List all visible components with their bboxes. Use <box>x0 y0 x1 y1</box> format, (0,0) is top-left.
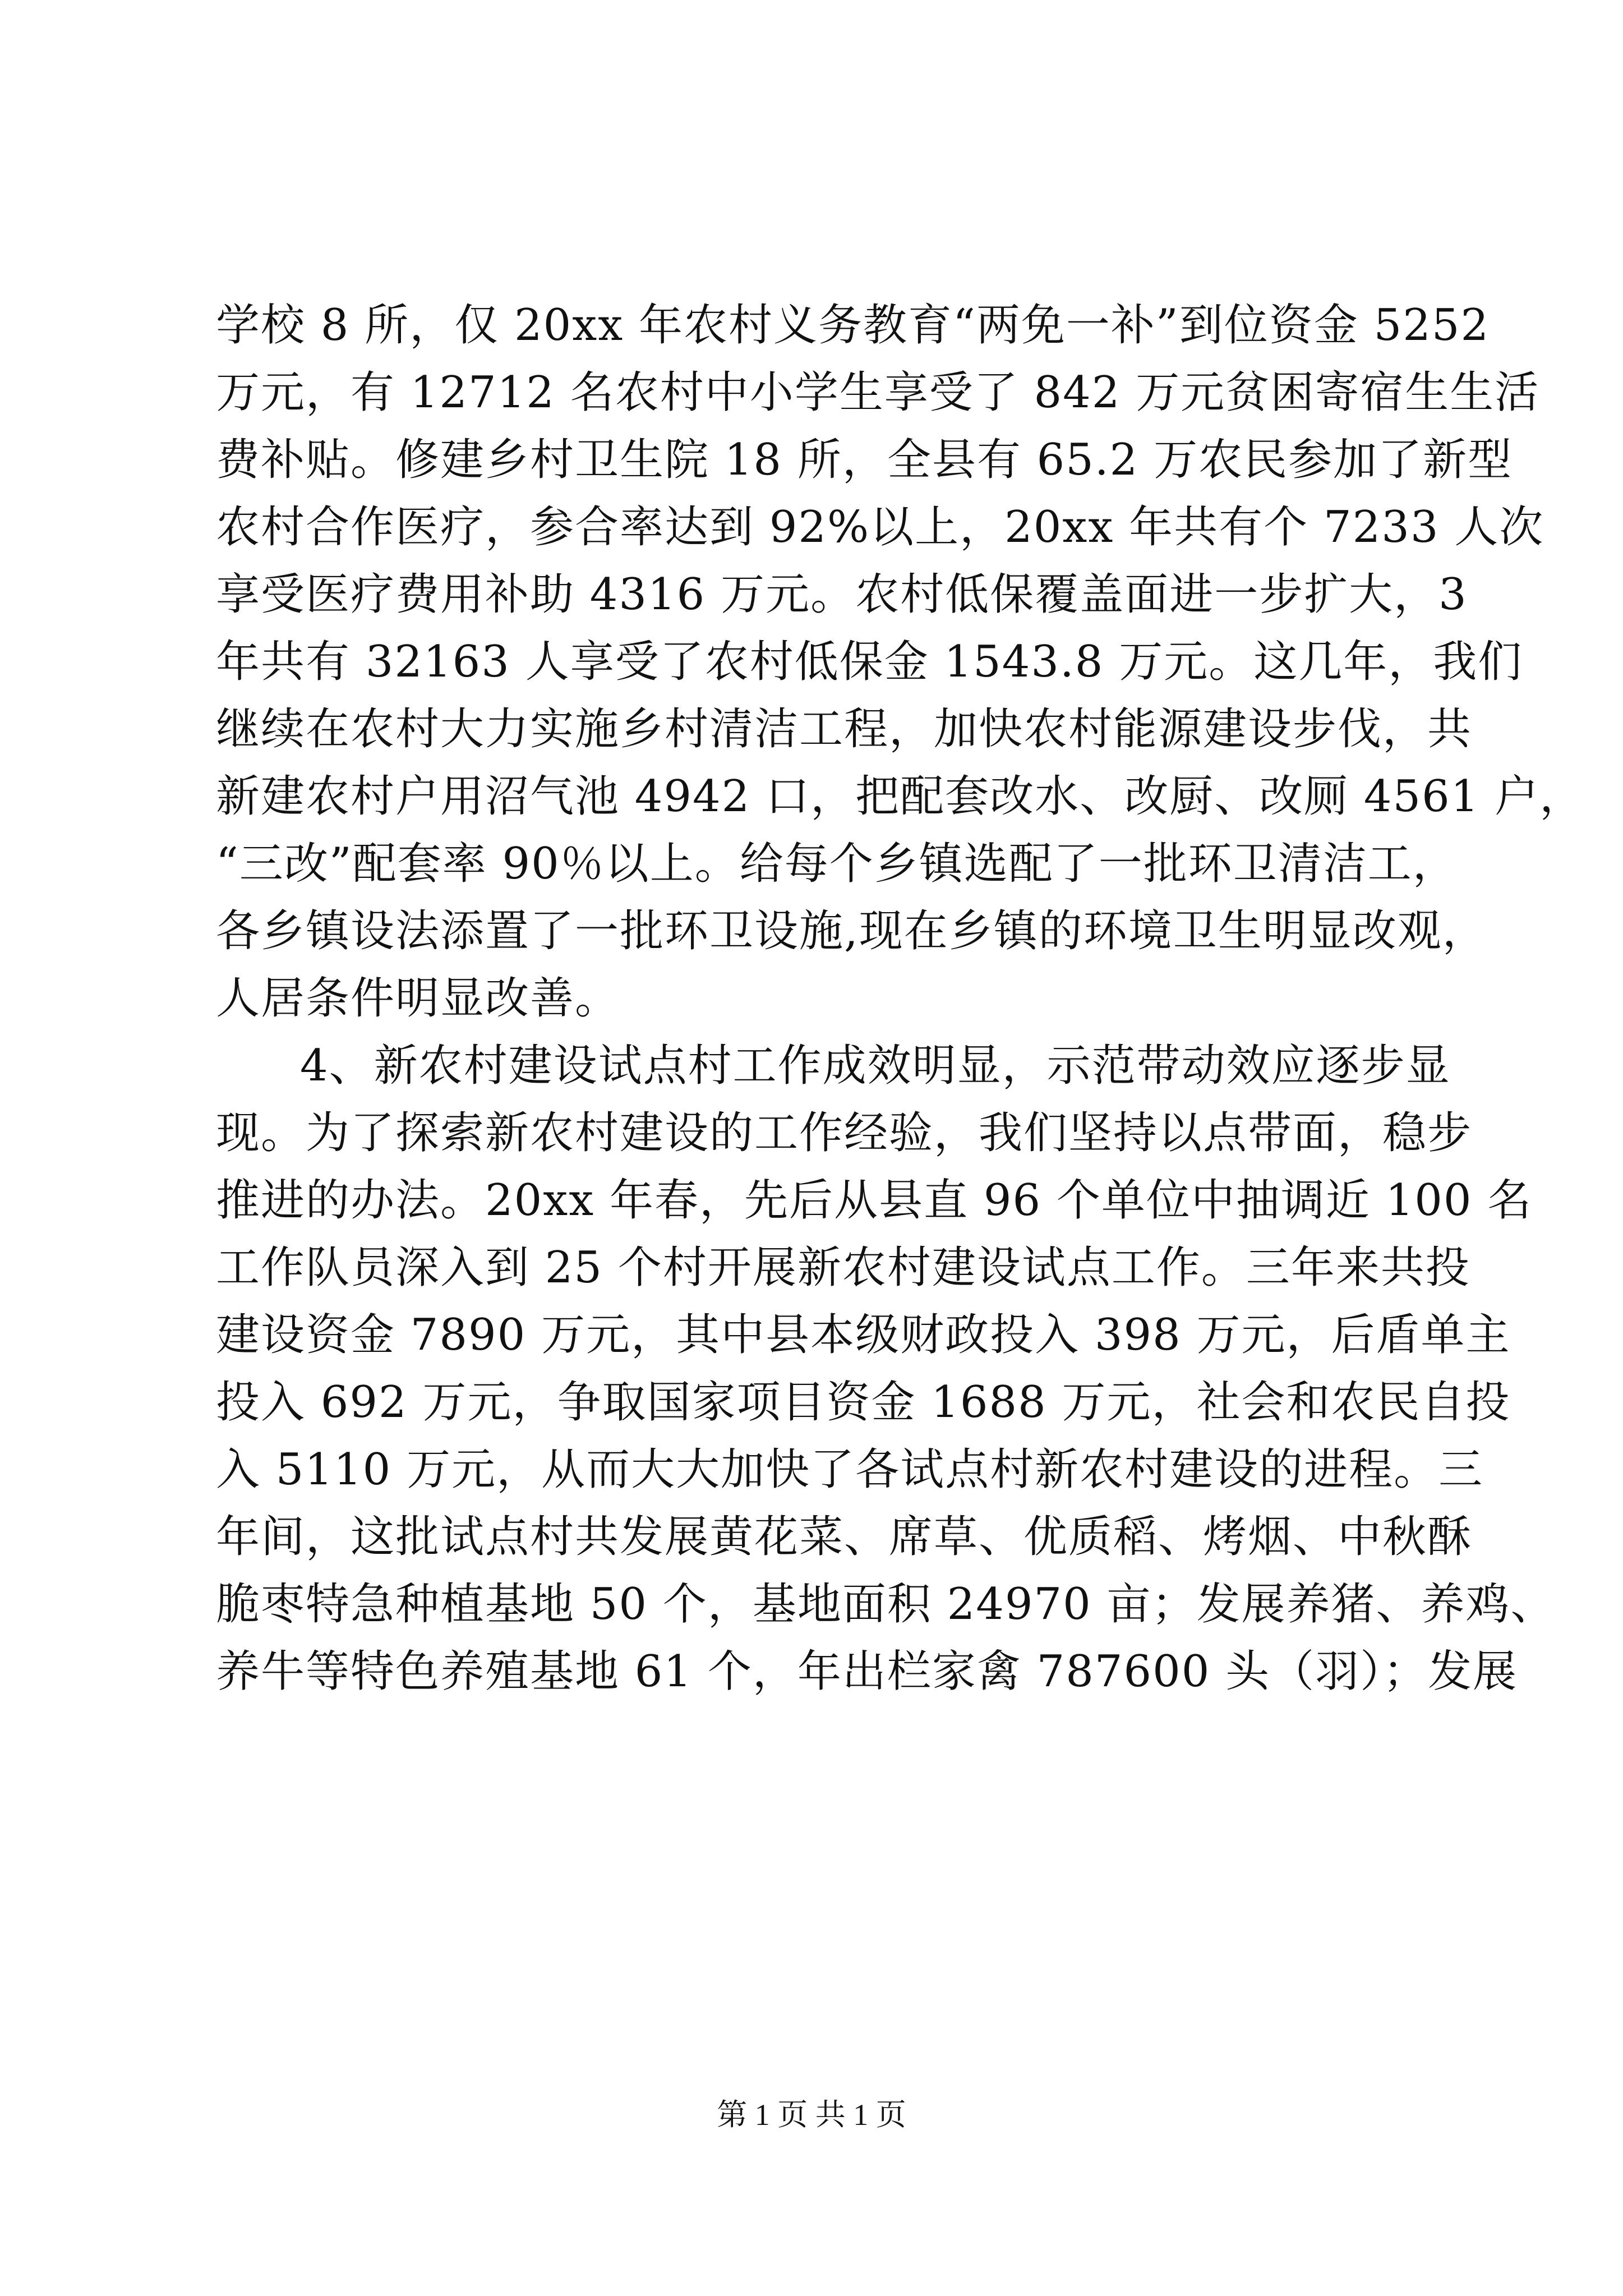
text-line: 年间，这批试点村共发展黄花菜、席草、优质稻、烤烟、中秋酥 <box>216 1512 1473 1562</box>
text-line: 费补贴。修建乡村卫生院 18 所，全县有 65.2 万农民参加了新型 <box>216 435 1513 485</box>
text-line: 入 5110 万元，从而大大加快了各试点村新农村建设的进程。三 <box>216 1444 1484 1495</box>
text-line: 投入 692 万元，争取国家项目资金 1688 万元，社会和农民自投 <box>216 1377 1511 1428</box>
text-line: 建设资金 7890 万元，其中县本级财政投入 398 万元，后盾单主 <box>216 1310 1511 1360</box>
text-line: 养牛等特色养殖基地 61 个，年出栏家禽 787600 头（羽）；发展 <box>216 1646 1518 1697</box>
text-line: 人居条件明显改善。 <box>216 973 620 1024</box>
paragraph-start-line: 4、新农村建设试点村工作成效明显，示范带动效应逐步显 <box>300 1041 1451 1091</box>
text-line: 农村合作医疗，参合率达到 92%以上，20xx 年共有个 7233 人次 <box>216 502 1544 553</box>
text-line: 推进的办法。20xx 年春，先后从县直 96 个单位中抽调近 100 名 <box>216 1175 1533 1226</box>
page-number-footer: 第 1 页 共 1 页 <box>717 2098 906 2132</box>
text-line: “三改”配套率 90％以上。给每个乡镇选配了一批环卫清洁工， <box>216 839 1458 889</box>
text-line: 现。为了探索新农村建设的工作经验，我们坚持以点带面，稳步 <box>216 1108 1473 1158</box>
text-line: 学校 8 所，仅 20xx 年农村义务教育“两免一补”到位资金 5252 <box>216 300 1490 351</box>
text-line: 新建农村户用沼气池 4942 口，把配套改水、改厨、改厕 4561 户， <box>216 771 1585 822</box>
text-line: 工作队员深入到 25 个村开展新农村建设试点工作。三年来共投 <box>216 1243 1470 1293</box>
text-line: 年共有 32163 人享受了农村低保金 1543.8 万元。这几年，我们 <box>216 637 1523 687</box>
text-line: 享受医疗费用补助 4316 万元。农村低保覆盖面进一步扩大，3 <box>216 569 1468 620</box>
text-line: 脆枣特急种植基地 50 个，基地面积 24970 亩；发展养猪、养鸡、 <box>216 1579 1556 1630</box>
text-line: 继续在农村大力实施乡村清洁工程，加快农村能源建设步伐，共 <box>216 704 1473 754</box>
text-line: 万元，有 12712 名农村中小学生享受了 842 万元贫困寄宿生生活 <box>216 367 1540 418</box>
text-line: 各乡镇设法添置了一批环卫设施,现在乡镇的环境卫生明显改观， <box>216 906 1487 956</box>
